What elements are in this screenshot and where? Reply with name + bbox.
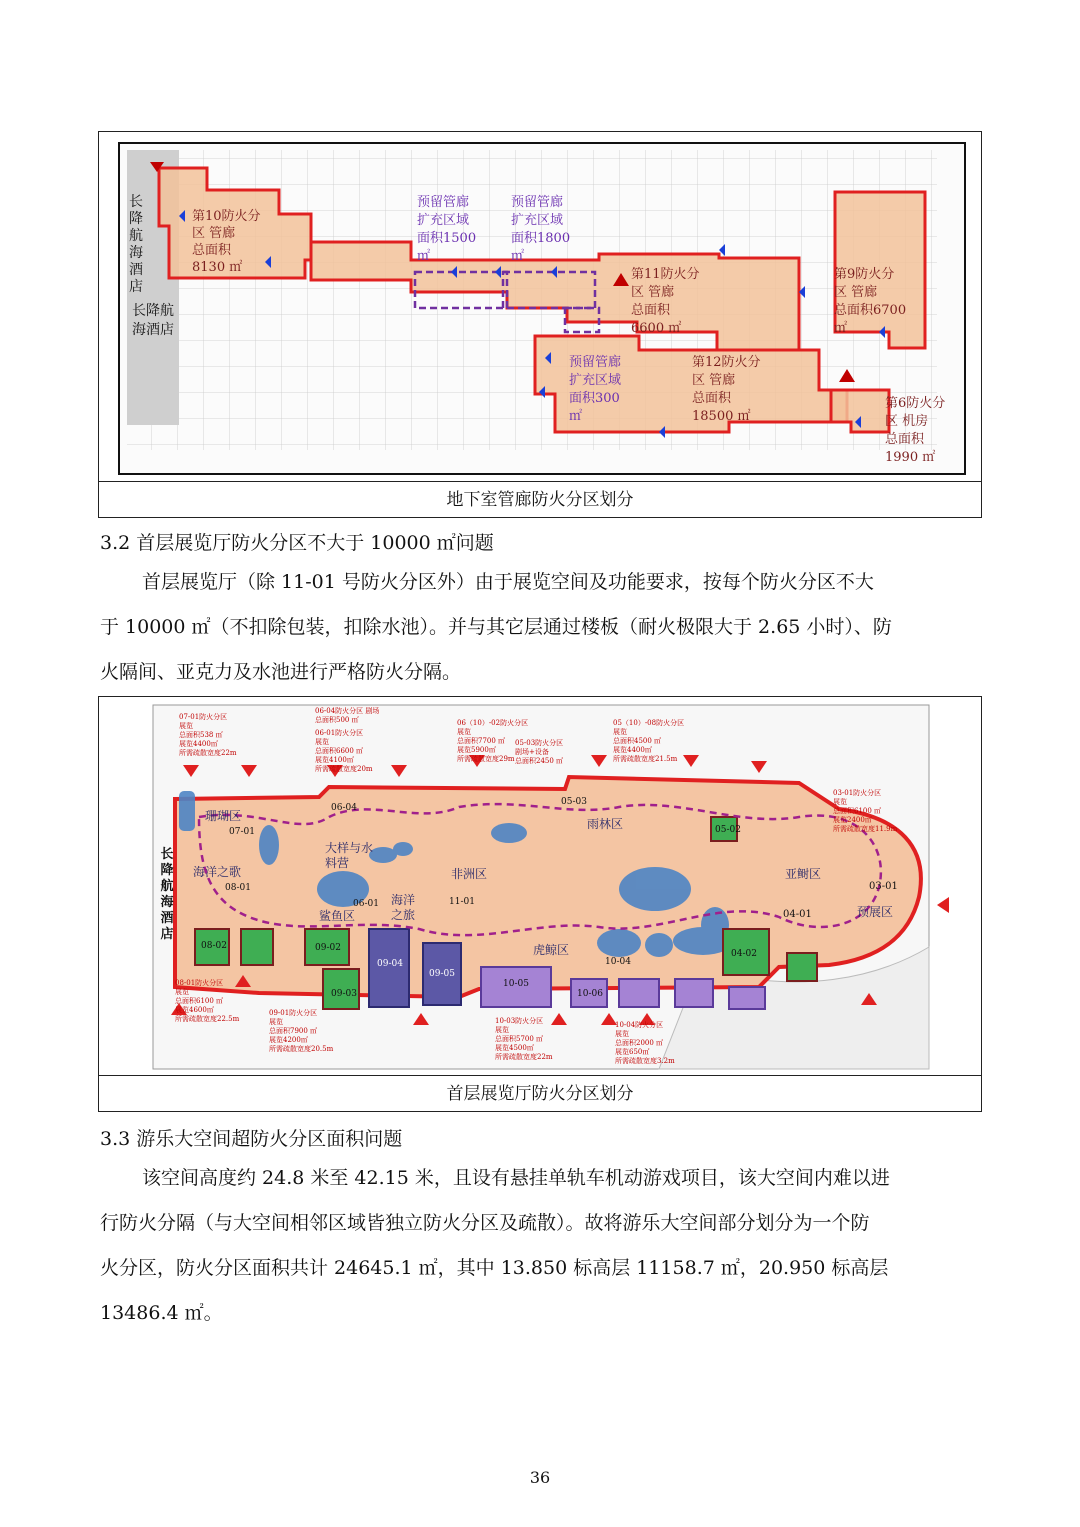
note-line: 总面积7900 ㎡ — [269, 1027, 318, 1035]
area-label-big-sample: 大样与水料营 — [325, 841, 374, 870]
note-line: 总面积4500 ㎡ — [613, 737, 662, 745]
note-line: 展览4600㎡ — [175, 1006, 214, 1014]
note-line: 展览4100㎡ — [315, 756, 354, 764]
section-3-2-paragraph — [100, 560, 982, 695]
figure-1-caption: 地下室管廊防火分区划分 — [99, 481, 981, 518]
paragraph-line: 火分区，防火分区面积共计 24645.1 ㎡，其中 13.850 标高层 11158.7 ㎡，20.950 标高层 — [100, 1257, 889, 1279]
zone-line: 区 管廊 — [834, 285, 878, 300]
zone-code: 06-04 — [331, 803, 357, 813]
note-line: 总面积5700 ㎡ — [495, 1035, 544, 1043]
zone-line: ㎡ — [569, 409, 583, 424]
zone-line: 18500 ㎡ — [692, 409, 751, 424]
area-label-shark: 鲨鱼区 — [319, 909, 356, 923]
zone-code: 08-02 — [201, 941, 227, 951]
zone-line: 第9防火分 — [834, 267, 895, 282]
note-line: 展览5900㎡ — [457, 746, 496, 754]
paragraph-line: 13486.4 ㎡。 — [100, 1302, 223, 1324]
note-line: 展览650㎡ — [615, 1048, 650, 1056]
page-number: 36 — [529, 1468, 551, 1487]
note-line: 展览4400㎡ — [613, 746, 652, 754]
zone-code: 10-06 — [577, 989, 603, 999]
area-label-preview: 预展区 — [857, 905, 894, 919]
note-line: 07-01防火分区 — [179, 713, 228, 721]
note-line: 展览 — [495, 1026, 509, 1034]
note-line: 展览 — [457, 728, 471, 736]
zone-code: 09-03 — [331, 989, 357, 999]
zone-line: 扩充区域 — [417, 213, 470, 228]
paragraph-line: 于 10000 ㎡（不扣除包装，扣除水池）。并与其它层通过楼板（耐火极限大于 2.65 小时）、防 — [100, 616, 892, 638]
paragraph-line: 首层展览厅（除 11-01 号防火分区外）由于展览空间及功能要求，按每个防火分区不大 — [142, 571, 874, 593]
note-10-03 — [495, 1017, 553, 1062]
note-line: 所需疏散宽度20m — [315, 765, 373, 773]
note-line: 10-03防火分区 — [495, 1017, 544, 1025]
note-line: 展览 — [613, 728, 627, 736]
zone-code: 09-05 — [429, 969, 455, 979]
note-line: 05-03防火分区 — [515, 739, 564, 747]
zone-line: ㎡ — [417, 249, 431, 264]
zone-line: 区 机房 — [885, 414, 929, 429]
note-line: 06-01防火分区 — [315, 729, 364, 737]
area-label-ocean-song: 海洋之歌 — [193, 865, 242, 879]
figure-exhibition-hall — [98, 696, 982, 1112]
zone-line: 6600 ㎡ — [631, 321, 682, 336]
note-line: 总面积2450 ㎡ — [515, 757, 564, 765]
area-label-sub: 亚鲥区 — [785, 867, 822, 881]
zone-12-label — [692, 354, 761, 426]
zone-line: 扩充区域 — [511, 213, 564, 228]
note-line: 所需疏散宽度22m — [495, 1053, 553, 1061]
note-line: 展览 — [269, 1018, 283, 1026]
reserved-1500-label — [417, 194, 476, 266]
zone-code: 06-01 — [353, 899, 379, 909]
note-line: 所需疏散宽度22m — [179, 749, 237, 757]
zone-11-label — [631, 266, 700, 338]
note-line: 所需疏散宽度22.5m — [175, 1015, 240, 1023]
note-line: 所需疏散宽度3.2m — [615, 1057, 675, 1065]
note-line: 展览4500㎡ — [495, 1044, 534, 1052]
paragraph-line: 火隔间、亚克力及水池进行严格防火分隔。 — [100, 661, 462, 683]
note-line: 展览2400㎡ — [833, 816, 872, 824]
zone-code: 10-05 — [503, 979, 529, 989]
paragraph-line: 该空间高度约 24.8 米至 42.15 米，且设有悬挂单轨车机动游戏项目，该大空间内难以进 — [142, 1167, 890, 1189]
note-line: 展览4400㎡ — [179, 740, 218, 748]
note-line: 展览 — [615, 1030, 629, 1038]
note-10-04 — [615, 1021, 675, 1066]
zone-code: 05-03 — [561, 797, 587, 807]
area-label-coral: 珊瑚区 — [205, 809, 242, 823]
area-label-ocean-journey: 海洋之旅 — [391, 893, 416, 922]
hall-hotel-label: 长降航海酒店 — [160, 847, 174, 942]
note-line: 10-04防火分区 — [615, 1021, 664, 1029]
hotel-label-line-1: 长降航 — [132, 303, 174, 319]
zone-line: 区 管廊 — [192, 226, 236, 241]
note-line: 展览 — [315, 738, 329, 746]
note-line: 所需疏散宽度11.9m — [833, 825, 898, 833]
zone-line: 总面积 — [692, 391, 732, 406]
zone-line: 总面积 — [631, 303, 671, 318]
section-3-3-heading: 3.3 游乐大空间超防火分区面积问题 — [100, 1128, 403, 1150]
note-08-01 — [175, 979, 239, 1024]
hotel-label-block — [123, 302, 183, 340]
zone-line: 扩充区域 — [569, 373, 622, 388]
zone-line: 面积1800 — [511, 231, 571, 246]
section-3-3-paragraph — [100, 1156, 982, 1336]
zone-line: 8130 ㎡ — [192, 260, 243, 275]
zone-code: 11-01 — [449, 897, 475, 907]
note-line: 总面积6100 ㎡ — [175, 997, 224, 1005]
zone-10-label — [192, 208, 261, 276]
zone-code: 08-01 — [225, 883, 251, 893]
note-06-01 — [315, 729, 373, 774]
zone-code: 10-04 — [605, 957, 631, 967]
zone-code: 05-02 — [715, 825, 741, 835]
zone-line: 第11防火分 — [631, 267, 700, 282]
note-05-03 — [515, 739, 563, 766]
note-09-01 — [269, 1009, 333, 1054]
zone-line: ㎡ — [511, 249, 525, 264]
zone-line: 预留管廊 — [569, 355, 622, 370]
note-line: 03-01防火分区 — [833, 789, 882, 797]
zone-line: 第10防火分 — [192, 209, 261, 224]
area-label-rainforest: 雨林区 — [587, 817, 624, 831]
zone-code: 09-02 — [315, 943, 341, 953]
note-line: 展览 — [175, 988, 189, 996]
zone-line: 预留管廊 — [511, 195, 564, 210]
zone-line: 总面积 — [885, 432, 925, 447]
area-label-africa: 非洲区 — [451, 867, 488, 881]
note-line: 总面积2000 ㎡ — [615, 1039, 664, 1047]
note-line: 06（10）-02防火分区 — [457, 719, 529, 727]
zone-line: 面积300 — [569, 391, 620, 406]
note-05-10-08 — [613, 719, 684, 764]
zone-9-label — [834, 266, 906, 338]
note-line: 所需疏散宽度29m — [457, 755, 515, 763]
paragraph-line: 行防火分隔（与大空间相邻区域皆独立防火分区及疏散）。故将游乐大空间部分划分为一个防 — [100, 1212, 870, 1234]
zone-line: 第12防火分 — [692, 355, 761, 370]
note-line: 总面积7700 ㎡ — [457, 737, 506, 745]
zone-line: 总面积 — [192, 243, 232, 258]
zone-line: 第6防火分 — [885, 396, 946, 411]
note-line: 展览 — [833, 798, 847, 806]
zone-code: 07-01 — [229, 827, 255, 837]
zone-code: 03-01 — [869, 881, 898, 892]
zone-code: 04-02 — [731, 949, 757, 959]
note-line: 09-01防火分区 — [269, 1009, 318, 1017]
reserved-300-label — [569, 354, 621, 426]
section-3-2-heading: 3.2 首层展览厅防火分区不大于 10000 ㎡问题 — [100, 532, 494, 554]
zone-line: 区 管廊 — [692, 373, 736, 388]
note-03-01 — [833, 789, 897, 834]
zone-line: ㎡ — [834, 321, 848, 336]
note-line: 总面积6600 ㎡ — [315, 747, 364, 755]
note-line: 总面积500 ㎡ — [315, 716, 359, 724]
note-line: 所需疏散宽度20.5m — [269, 1045, 334, 1053]
figure-basement-gallery — [98, 131, 982, 518]
note-line: 05（10）-08防火分区 — [613, 719, 685, 727]
hotel-label-line-2: 海酒店 — [132, 322, 174, 338]
hotel-label-vertical: 长降航海酒店 — [129, 194, 143, 295]
zone-line: 1990 ㎡ — [885, 450, 936, 465]
zone-line: 总面积6700 — [834, 303, 907, 318]
area-label-orca: 虎鲸区 — [533, 943, 570, 957]
figure-2-caption: 首层展览厅防火分区划分 — [99, 1075, 981, 1112]
note-line: 08-01防火分区 — [175, 979, 224, 987]
note-line: 总面积538 ㎡ — [179, 731, 223, 739]
note-line: 展览 — [179, 722, 193, 730]
zone-6-label — [885, 395, 945, 467]
note-line: 06-04防火分区 剧场 — [315, 707, 380, 715]
zone-line: 区 管廊 — [631, 285, 675, 300]
zone-line: 面积1500 — [417, 231, 477, 246]
note-06-04 — [315, 707, 379, 725]
note-line: 剧场+设备 — [515, 748, 549, 756]
note-line: 总面积6100 ㎡ — [833, 807, 882, 815]
zone-code: 04-01 — [783, 909, 812, 920]
reserved-1800-label — [511, 194, 570, 266]
zone-code: 09-04 — [377, 959, 403, 969]
note-07-01 — [179, 713, 237, 758]
note-line: 所需疏散宽度21.5m — [613, 755, 678, 763]
zone-line: 预留管廊 — [417, 195, 470, 210]
note-line: 展览4200㎡ — [269, 1036, 308, 1044]
